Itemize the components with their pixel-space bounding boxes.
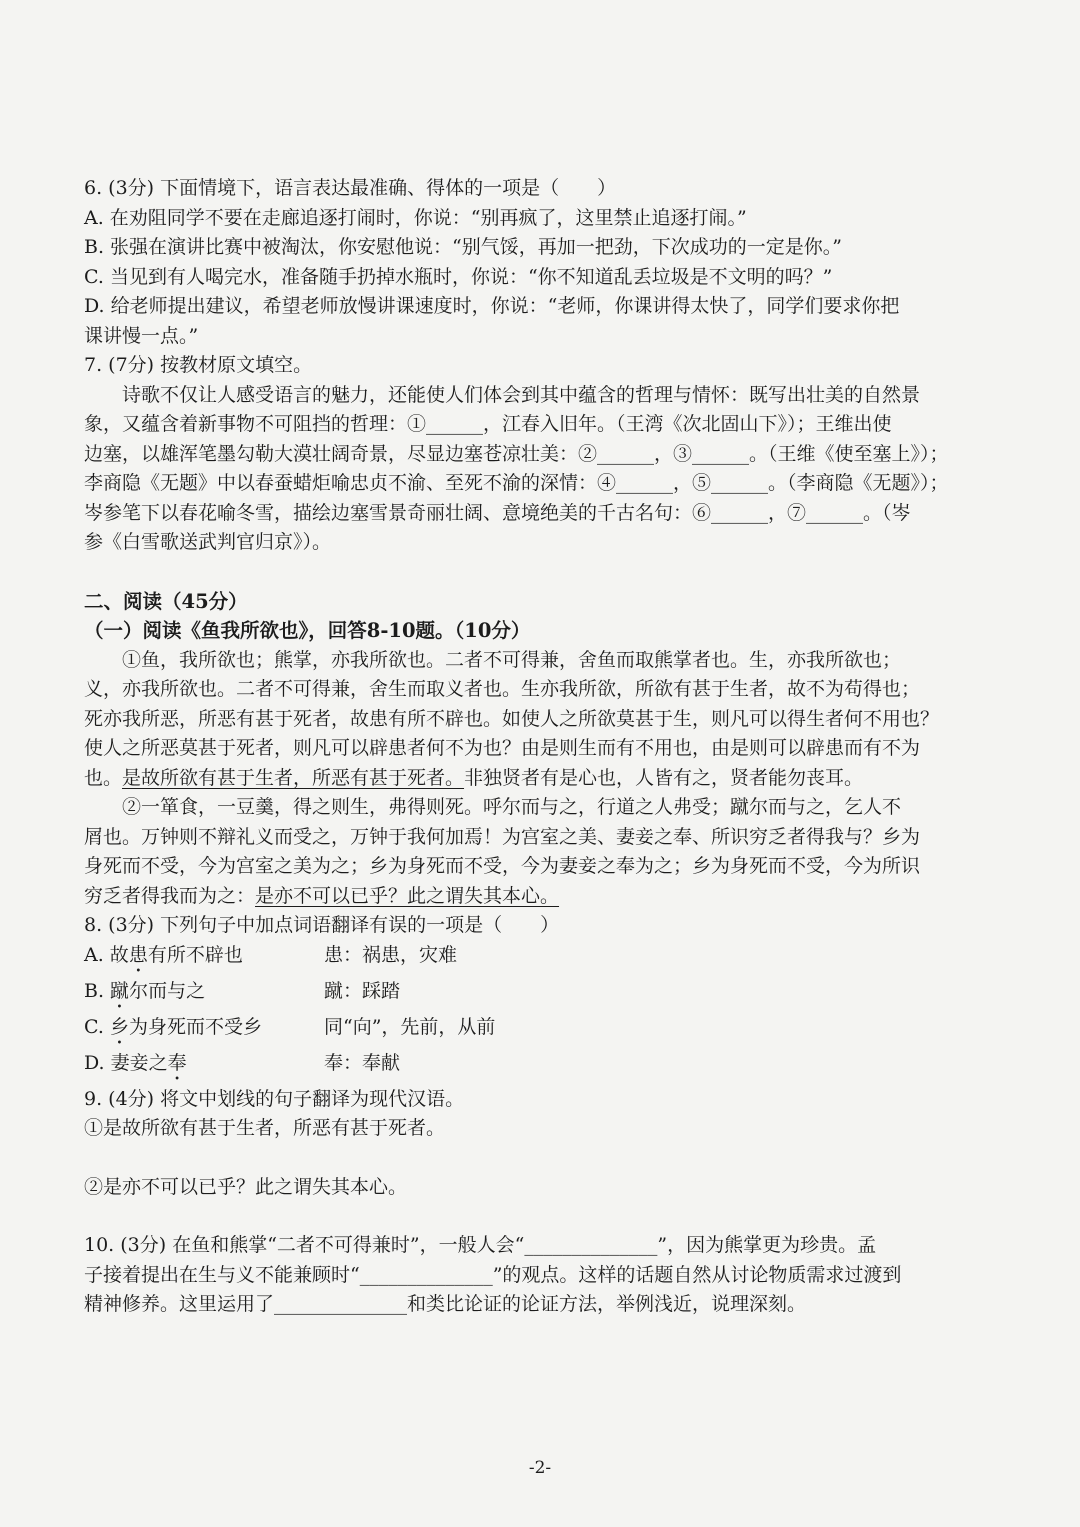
option-gloss: 同“向”，先前，从前	[324, 1015, 496, 1038]
option-text: B.	[84, 979, 111, 1002]
page-number: -2-	[528, 1458, 552, 1478]
subsection-title: （一）阅读《鱼我所欲也》，回答8-10题。（10分）	[84, 619, 531, 642]
option-text: D. 妻妾之	[84, 1051, 168, 1074]
underlined-sentence-1: 是故所欲有甚于生者，所恶有甚于死者。	[122, 766, 465, 789]
q7-para-line3: 边塞，以雄浑笔墨勾勒大漠壮阔奇景，尽显边塞苍凉壮美：②______，③______。（王维《使至塞上》）；	[84, 442, 949, 465]
option-text: 为身死而不受乡	[128, 1015, 262, 1038]
q8-options	[84, 941, 1014, 1085]
passage-p1-line5	[84, 764, 1014, 794]
passage-p2-line4	[84, 882, 1014, 912]
passage-p2-line2: 屑也。万钟则不辩礼义而受之，万钟于我何加焉！为宫室之美、妻妾之奉、所识穷乏者得我与？乡为	[84, 825, 921, 848]
underlined-sentence-2: 是亦不可以已乎？此之谓失其本心。	[255, 884, 560, 907]
passage-text: 也。	[84, 766, 123, 789]
passage-text: 非独贤者有是心也，人皆有之，贤者能勿丧耳。	[464, 766, 864, 789]
spacer	[84, 558, 1014, 587]
option-text: A. 故	[84, 943, 129, 966]
q6-option-b: B. 张强在演讲比赛中被淘汰，你安慰他说：“别气馁，再加一把劲，下次成功的一定是你。”	[84, 236, 842, 258]
option-text: C.	[84, 1015, 110, 1038]
passage-p2-line3: 身死而不受，今为宫室之美为之；乡为身死而不受，今为妻妾之奉为之；乡为身死而不受，今为所识	[84, 855, 921, 877]
dotted-word: 乡	[109, 1015, 129, 1038]
q6-option-c: C. 当见到有人喝完水，准备随手扔掉水瓶时，你说：“你不知道乱丢垃圾是不文明的吗？”	[84, 265, 833, 288]
exam-page	[84, 174, 1014, 1320]
passage-p1-line1: ①鱼，我所欲也；熊掌，亦我所欲也。二者不可得兼，舍鱼而取熊掌者也。生，亦我所欲也；	[122, 648, 902, 671]
q10-line3: 精神修养。这里运用了______________和类比论证的论证方法，举例浅近，说理深刻。	[84, 1293, 807, 1315]
q7-para-line5: 岑参笔下以春花喻冬雪，描绘边塞雪景奇丽壮阔、意境绝美的千古名句：⑥______，⑦______。（岑	[84, 501, 911, 524]
q6-option-d-line2: 课讲慢一点。”	[84, 324, 199, 347]
q6-option-a: A. 在劝阻同学不要在走廊追逐打闹时，你说：“别再疯了，这里禁止追逐打闹。”	[84, 206, 747, 229]
answer-space	[84, 1144, 1014, 1173]
option-gloss: 患：祸患，灾难	[324, 943, 458, 966]
q9-sentence-1: ①是故所欲有甚于生者，所恶有甚于死者。	[84, 1117, 446, 1139]
answer-space	[84, 1202, 1014, 1231]
q7-para-line4: 李商隐《无题》中以春蚕蜡炬喻忠贞不渝、至死不渝的深情：④______，⑤______。（李商隐《无题》）；	[84, 472, 949, 494]
passage-p1-line3: 死亦我所恶，所恶有甚于死者，故患有所不辟也。如使人之所欲莫甚于生，则凡可以得生者何不用也？	[84, 707, 940, 730]
passage-p2-line1: ②一箪食，一豆羹，得之则生，弗得则死。呼尔而与之，行道之人弗受；蹴尔而与之，乞人不	[122, 796, 902, 818]
q8-option-c	[84, 1013, 1014, 1049]
q8-stem: 8. (3分) 下列句子中加点词语翻译有误的一项是（ ）	[84, 914, 560, 936]
q7-para-line2: 象，又蕴含着新事物不可阻挡的哲理：①______，江春入旧年。（王湾《次北固山下》）；王维出使	[84, 413, 892, 435]
option-gloss: 奉：奉献	[324, 1051, 401, 1074]
q7-para-line1: 诗歌不仅让人感受语言的魅力，还能使人们体会到其中蕴含的哲理与情怀：既写出壮美的自然景	[122, 383, 921, 406]
q10-line2: 子接着提出在生与义不能兼顾时“______________”的观点。这样的话题自然从讨论物质需求过渡到	[84, 1263, 902, 1286]
option-text: 有所不辟也	[147, 943, 243, 966]
q6-option-d-line1: D. 给老师提出建议，希望老师放慢讲课速度时，你说：“老师，你课讲得太快了，同学们要求你把	[84, 295, 900, 317]
q7-para-line6: 参《白雪歌送武判官归京》）。	[84, 531, 332, 553]
q8-option-a	[84, 941, 1014, 977]
option-text: 尔而与之	[129, 979, 206, 1002]
dotted-word: 患	[128, 943, 148, 966]
passage-text: 穷乏者得我而为之：	[84, 884, 256, 907]
q8-option-b	[84, 977, 1014, 1013]
q8-option-d	[84, 1049, 1014, 1085]
option-gloss: 蹴：踩踏	[324, 979, 401, 1002]
section-title: 二、阅读（45分）	[84, 589, 248, 613]
q7-stem: 7. (7分) 按教材原文填空。	[84, 354, 313, 376]
passage-p1-line4: 使人之所恶莫甚于死者，则凡可以辟患者何不为也？由是则生而有不用也，由是则可以辟患而有不为	[84, 737, 921, 759]
dotted-word: 奉	[167, 1051, 187, 1074]
q6-stem: 6. (3分) 下面情境下，语言表达最准确、得体的一项是（ ）	[84, 177, 617, 199]
dotted-word: 蹴	[110, 979, 130, 1002]
q10-line1: 10. (3分) 在鱼和熊掌“二者不可得兼时”，一般人会“______________”，因为熊掌更为珍贵。孟	[84, 1234, 877, 1256]
q9-sentence-2: ②是亦不可以已乎？此之谓失其本心。	[84, 1175, 408, 1198]
q9-stem: 9. (4分) 将文中划线的句子翻译为现代汉语。	[84, 1087, 465, 1110]
passage-p1-line2: 义，亦我所欲也。二者不可得兼，舍生而取义者也。生亦我所欲，所欲有甚于生者，故不为苟得也；	[84, 678, 921, 700]
